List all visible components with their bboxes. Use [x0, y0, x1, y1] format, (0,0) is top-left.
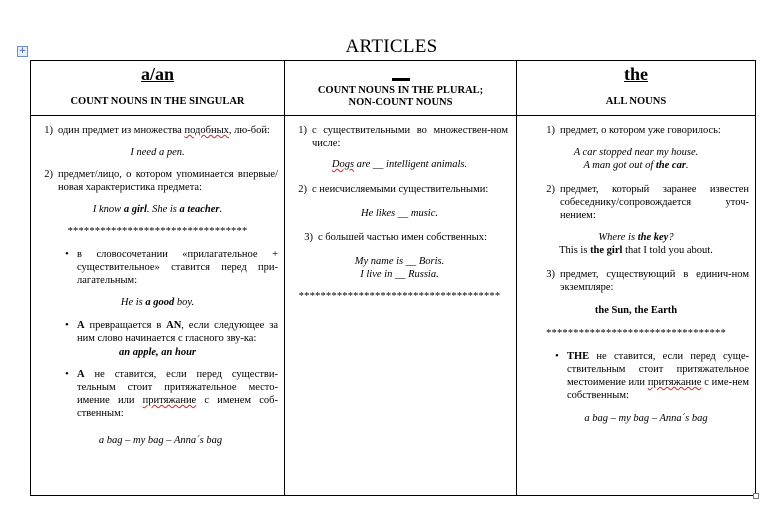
category-plural: COUNT NOUNS IN THE PLURAL;: [317, 85, 484, 96]
list-item: 1) один предмет из множества подобных, лю-бой:: [44, 125, 270, 136]
list-item: 1) с существительными во множествен-ном числе:: [298, 125, 508, 149]
example: He is a good boy.: [120, 297, 195, 308]
bullet-item: • THE не ставится, если перед суще-ствительным стоит притяжательное местоимение или притяжание с име-нем собственным:: [555, 350, 749, 401]
column-a-an: [31, 61, 285, 495]
column-zero-article: [285, 61, 517, 495]
example: an apple, an hour: [118, 347, 197, 358]
example: He likes __ music.: [361, 208, 438, 219]
category-singular: COUNT NOUNS IN THE SINGULAR: [70, 96, 245, 107]
zero-article-dash: [285, 63, 516, 85]
bullet-icon: •: [65, 368, 69, 380]
column-the-header: [517, 61, 755, 116]
list-item: 2) с неисчисляемыми существительными:: [298, 184, 489, 195]
example: Where is the key?: [598, 232, 674, 243]
bullet-item: • в словосочетании «прилагательное + существительное» ставится перед при-лагательным:: [65, 248, 278, 286]
table-resize-handle[interactable]: [753, 493, 759, 499]
example: I need a pen.: [130, 147, 185, 158]
bullet-icon: •: [555, 350, 559, 362]
column-zero-body: [285, 116, 516, 495]
column-a-an-body: [31, 116, 284, 495]
example: A car stopped near my house.: [573, 147, 699, 158]
column-the-body: [517, 116, 755, 495]
column-the: [517, 61, 755, 495]
category-noncount: NON-COUNT NOUNS: [348, 97, 453, 108]
article-a-an: a/an: [140, 64, 174, 84]
bullet-item: • A не ставится, если перед существи-тельным стоит притяжательное место-имение или притяжание с именем соб-ственным:: [65, 368, 278, 419]
example: My name is __ Boris.: [354, 256, 445, 267]
example: Dogs are __ intelligent animals.: [331, 159, 468, 170]
list-item: 2) предмет, который заранее известен собеседнику/сопровождается уточ-нением:: [546, 184, 749, 221]
separator: *************************************: [298, 291, 501, 302]
example: I know a girl. She is a teacher.: [92, 204, 223, 215]
table-move-handle[interactable]: +: [18, 46, 27, 56]
example: This is the girl that I told you about.: [559, 245, 713, 256]
separator: *********************************: [546, 328, 726, 339]
example: the Sun, the Earth: [594, 305, 678, 316]
list-item: 2) предмет/лицо, о котором упоминается впервые/новая характеристика предмета:: [44, 169, 278, 193]
page-title: ARTICLES: [345, 36, 438, 57]
category-all: ALL NOUNS: [605, 96, 667, 107]
list-item: 1) предмет, о котором уже говорилось:: [546, 125, 721, 136]
example: a bag – my bag – Anna´s bag: [584, 413, 708, 424]
list-item: 3) предмет, существующий в единич-ном экземпляре:: [546, 269, 749, 293]
bullet-icon: •: [65, 248, 69, 260]
bullet-icon: •: [65, 319, 69, 331]
example: a bag – my bag – Anna´s bag: [98, 435, 223, 446]
list-item: 3) с большей частью имен собственных:: [304, 232, 487, 243]
example: A man got out of the car.: [583, 160, 689, 171]
bullet-item: • A превращается в AN, если следующее за ним слово начинается с гласного зву-ка:: [65, 319, 278, 344]
column-zero-header: [285, 61, 516, 116]
example: I live in __ Russia.: [360, 269, 439, 280]
article-the: the: [624, 64, 648, 84]
separator: *********************************: [67, 226, 248, 237]
articles-table: [30, 60, 756, 496]
column-a-an-header: [31, 61, 284, 116]
